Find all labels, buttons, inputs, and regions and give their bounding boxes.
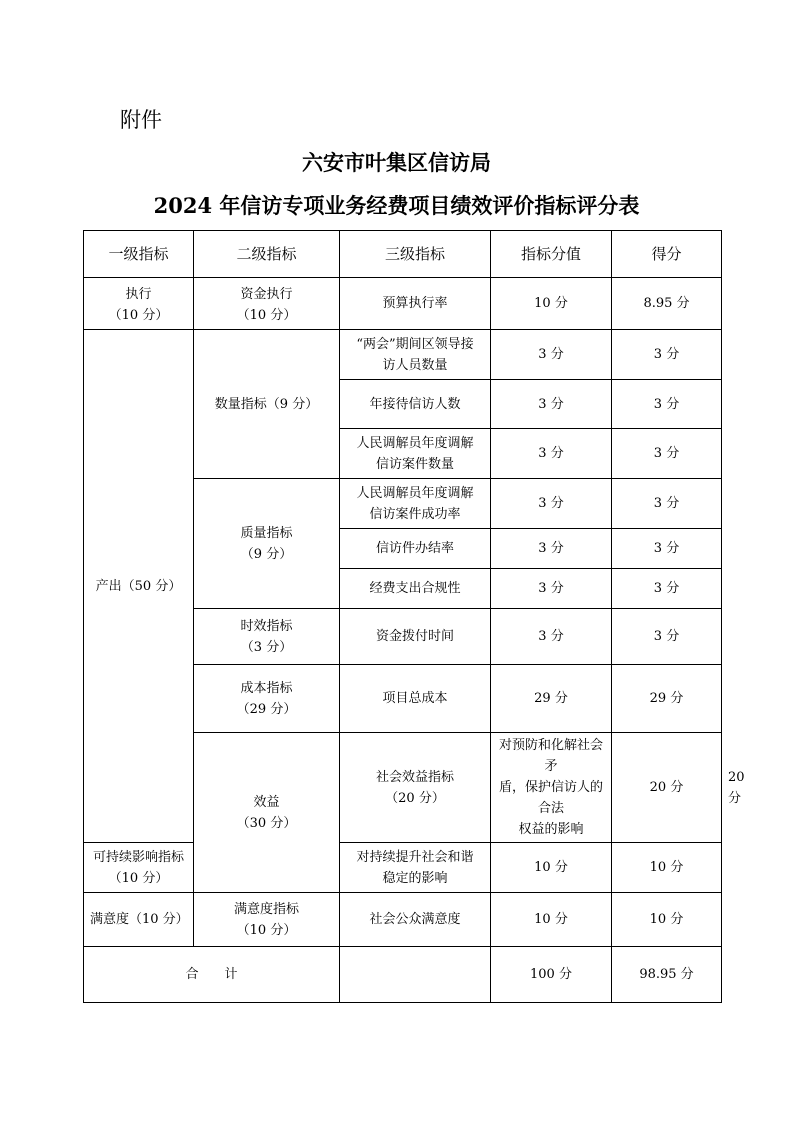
score-cell: 8.95 分 [612, 278, 722, 330]
level2-social: 社会效益指标 （20 分） [340, 733, 491, 843]
score-table [83, 230, 745, 1003]
level2-quality: 质量指标 （9 分） [194, 479, 340, 609]
level1-satisfaction: 满意度（10 分） [84, 893, 194, 947]
header-level3: 三级指标 [340, 231, 491, 278]
value-cell: 20 分 [612, 733, 722, 843]
total-row [84, 947, 722, 1003]
table-row [84, 893, 722, 947]
level3-cell: 社会公众满意度 [340, 893, 491, 947]
level3-cell: 人民调解员年度调解 信访案件成功率 [340, 479, 491, 529]
level3-cell: 信访件办结率 [340, 529, 491, 569]
level3-cell: 经费支出合规性 [340, 569, 491, 609]
value-cell: 10 分 [491, 843, 612, 893]
score-cell: 3 分 [612, 609, 722, 665]
score-cell: 3 分 [612, 569, 722, 609]
value-cell: 29 分 [491, 665, 612, 733]
header-level1: 一级指标 [84, 231, 194, 278]
score-cell: 10 分 [612, 893, 722, 947]
score-cell: 10 分 [612, 843, 722, 893]
level2-quantity: 数量指标（9 分） [194, 330, 340, 479]
level3-cell: 预算执行率 [340, 278, 491, 330]
table-row [84, 843, 722, 893]
value-cell: 3 分 [491, 569, 612, 609]
score-cell: 3 分 [612, 429, 722, 479]
level2-fund-exec: 资金执行 （10 分） [194, 278, 340, 330]
value-cell: 3 分 [491, 429, 612, 479]
level3-cell: “两会”期间区领导接 访人员数量 [340, 330, 491, 380]
score-cell: 3 分 [612, 380, 722, 429]
table-row: 效益 （30 分） 社会效益指标 （20 分） 对预防和化解社会矛 盾，保护信访人的合法 权益的影响 20 分 20 分 [84, 733, 722, 843]
value-cell: 3 分 [491, 529, 612, 569]
total-score: 98.95 分 [612, 947, 722, 1003]
level2-cost: 成本指标 （29 分） [194, 665, 340, 733]
level3-cell: 资金拨付时间 [340, 609, 491, 665]
header-score: 得分 [612, 231, 722, 278]
level3-cell: 人民调解员年度调解 信访案件数量 [340, 429, 491, 479]
value-cell: 3 分 [491, 609, 612, 665]
score-cell: 3 分 [612, 330, 722, 380]
value-cell: 10 分 [491, 278, 612, 330]
header-value: 指标分值 [491, 231, 612, 278]
attachment-label: 附件 [120, 108, 162, 132]
value-cell: 3 分 [491, 380, 612, 429]
level3-cell: 项目总成本 [340, 665, 491, 733]
total-label: 合 计 [84, 947, 340, 1003]
header-level2: 二级指标 [194, 231, 340, 278]
page-title: 六安市叶集区信访局 [302, 150, 491, 175]
level2-satisfaction: 满意度指标 （10 分） [194, 893, 340, 947]
level3-cell: 年接待信访人数 [340, 380, 491, 429]
total-value: 100 分 [491, 947, 612, 1003]
page-subtitle: 2024 年信访专项业务经费项目绩效评价指标评分表 [153, 193, 640, 218]
level2-sustain: 可持续影响指标 （10 分） [84, 843, 194, 893]
score-cell: 3 分 [612, 529, 722, 569]
level2-timeliness: 时效指标 （3 分） [194, 609, 340, 665]
level3-cell: 对预防和化解社会矛 盾，保护信访人的合法 权益的影响 [491, 733, 612, 843]
header-row [84, 231, 722, 278]
value-cell: 3 分 [491, 330, 612, 380]
level1-output: 产出（50 分） [84, 330, 194, 843]
level3-cell: 对持续提升社会和谐 稳定的影响 [340, 843, 491, 893]
level1-execution: 执行 （10 分） [84, 278, 194, 330]
value-cell: 3 分 [491, 479, 612, 529]
table-row [84, 330, 722, 380]
level1-benefit: 效益 （30 分） [194, 733, 340, 893]
score-cell: 3 分 [612, 479, 722, 529]
value-cell: 10 分 [491, 893, 612, 947]
total-empty-cell [340, 947, 491, 1003]
score-cell: 29 分 [612, 665, 722, 733]
table-row [84, 278, 722, 330]
